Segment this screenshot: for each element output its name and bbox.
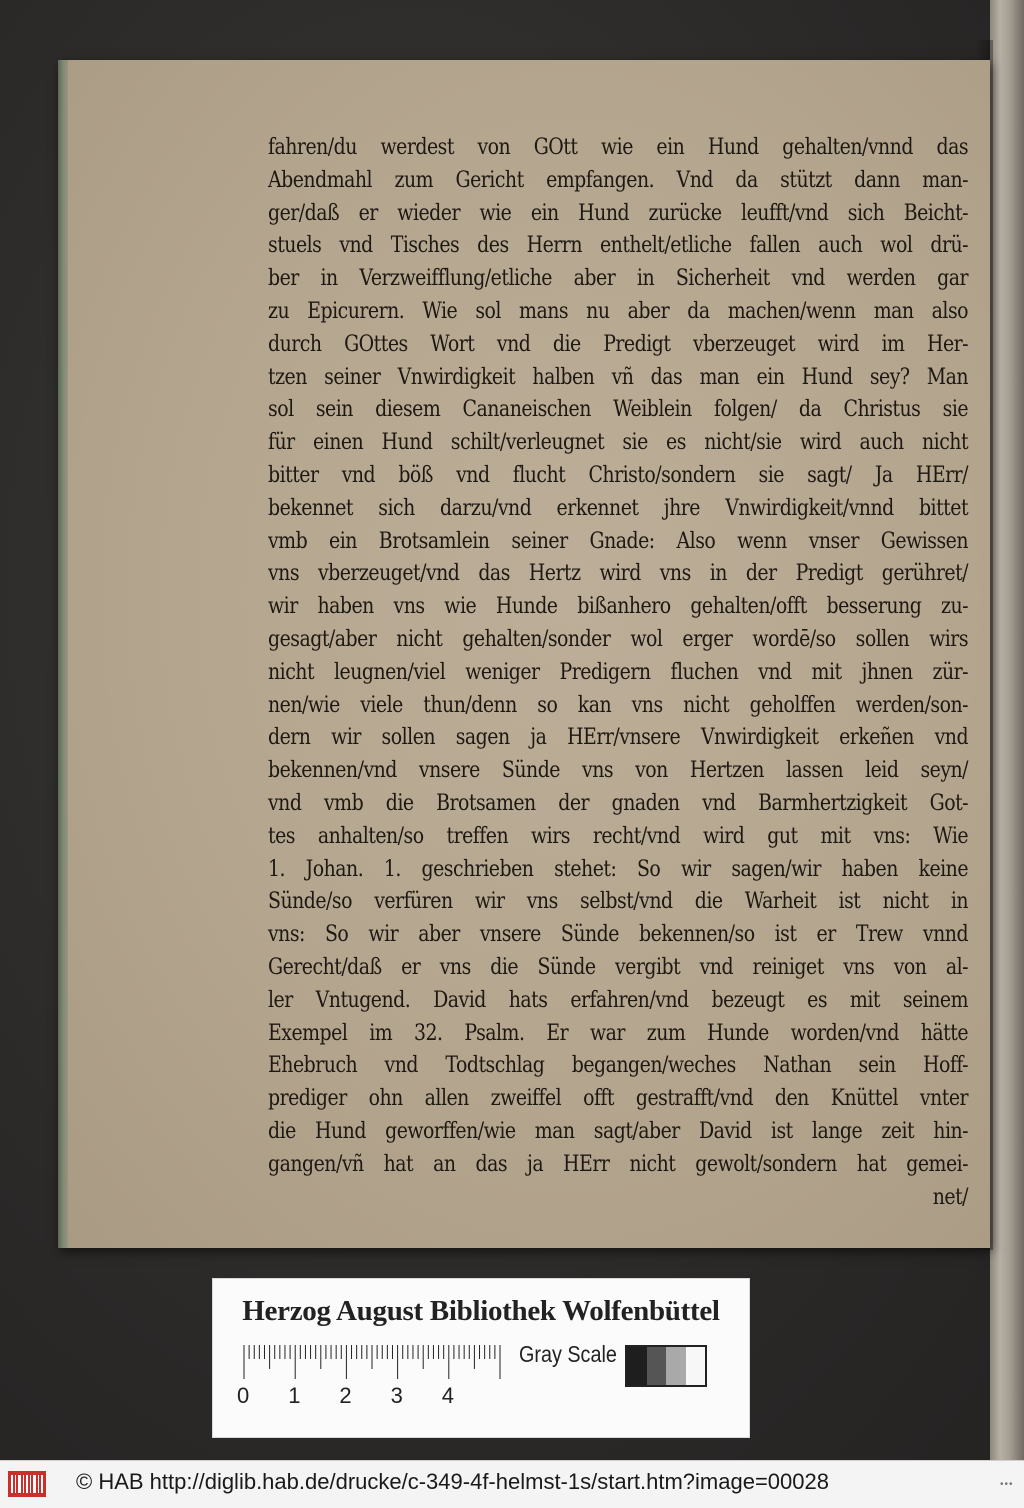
text-line: zu Epicurern. Wie sol mans nu aber da machen/wenn man also (268, 298, 969, 324)
text-line: ler Vntugend. David hats erfahren/vnd bezeugt es mit seinem (268, 987, 969, 1013)
text-line: ger/daß er wieder wie ein Hund zurücke leufft/vnd sich Beicht- (268, 200, 969, 226)
catchword: net/ (932, 1184, 969, 1210)
text-line: nicht leugnen/viel weniger Predigern fluchen vnd mit jhnen zür- (268, 659, 969, 685)
hab-scale-card (212, 1278, 750, 1438)
text-line: fahren/du werdest von GOtt wie ein Hund gehalten/vnnd das (268, 135, 969, 160)
ruler-number: 3 (390, 1383, 403, 1408)
text-line: ber in Verzweifflung/etliche aber in Sicherheit vnd werden gar (268, 266, 969, 292)
more-options-dots[interactable]: ••• (1000, 1479, 1014, 1490)
text-line: nen/wie viele thun/denn so kan vns nicht geholffen werden/son- (268, 692, 969, 718)
text-line: wir haben vns wie Hunde bißanhero gehalten/offt besserung zu- (268, 594, 969, 620)
gray-patch (627, 1347, 647, 1385)
text-line: gesagt/aber nicht gehalten/sonder wol erger wordē/so sollen wirs (268, 626, 969, 652)
text-line: Abendmahl zum Gericht empfangen. Vnd da stützt dann man- (268, 167, 969, 193)
status-bar (0, 1460, 1024, 1508)
text-line: bekennet sich darzu/vnd erkennet jhre Vnwirdigkeit/vnnd bittet (268, 495, 969, 521)
gray-scale-swatch (625, 1345, 707, 1387)
ruler-number: 0 (237, 1383, 250, 1408)
text-line: tes anhalten/so treffen wirs recht/vnd wird gut mit vns: Wie (268, 823, 969, 849)
text-line: gangen/vñ hat an das ja HErr nicht gewolt/sondern hat gemei- (268, 1151, 969, 1177)
hab-barcode-icon (8, 1471, 46, 1497)
text-line: Gerecht/daß er vns die Sünde vergibt vnd reiniget vns von al- (268, 954, 969, 980)
text-line: bitter vnd böß vnd flucht Christo/sondern sie sagt/ Ja HErr/ (268, 462, 969, 488)
printed-text-block (268, 132, 969, 1214)
gray-scale-label: Gray Scale (519, 1341, 617, 1367)
ruler-scale (243, 1345, 501, 1379)
text-line: Ehebruch vnd Todtschlag begangen/weches Nathan sein Hoff- (268, 1053, 969, 1079)
status-url-text: © HAB http://diglib.hab.de/drucke/c-349-4f-helmst-1s/start.htm?image=00028 (76, 1469, 829, 1494)
text-line: vns vberzeuget/vnd das Hertz wird vns in der Predigt gerühret/ (268, 561, 969, 587)
next-leaf-edge (990, 0, 1024, 1460)
text-line: die Hund geworffen/wie man sagt/aber David ist lange zeit hin- (268, 1118, 969, 1144)
text-line: stuels vnd Tisches des Herrn enthelt/etliche fallen auch wol drü- (268, 233, 969, 259)
text-line: durch GOttes Wort vnd die Predigt vberzeuget wird im Her- (268, 331, 969, 357)
library-name: Herzog August Bibliothek Wolfenbüttel (242, 1295, 720, 1327)
text-line: sol sein diesem Cananeischen Weiblein folgen/ da Christus sie (268, 397, 969, 423)
gray-patch (686, 1347, 706, 1385)
text-line: vmb ein Brotsamlein seiner Gnade: Also wenn vnser Gewissen (268, 528, 969, 554)
page-binding-edge (58, 60, 68, 1248)
ruler-number: 1 (288, 1383, 301, 1408)
text-line: dern wir sollen sagen ja HErr/vnsere Vnwirdigkeit erkeñen vnd (268, 725, 969, 751)
text-line: tzen seiner Vnwirdigkeit halben vñ das man ein Hund sey? Man (268, 364, 969, 390)
text-line: für einen Hund schilt/verleugnet sie es nicht/sie wird auch nicht (268, 430, 969, 456)
text-line: bekennen/vnd vnsere Sünde vns von Hertzen lassen leid seyn/ (268, 758, 969, 784)
text-line: vnd vmb die Brotsamen der gnaden vnd Barmhertzigkeit Got- (268, 790, 969, 816)
text-line: prediger ohn allen zweiffel offt gestrafft/vnd den Knüttel vnter (268, 1086, 969, 1112)
ruler-number: 4 (441, 1383, 455, 1408)
gray-patch (666, 1347, 686, 1385)
gray-patch (647, 1347, 667, 1385)
ruler-numbers (237, 1383, 517, 1413)
text-line: 1. Johan. 1. geschrieben stehet: So wir sagen/wir haben keine (268, 856, 969, 882)
ruler-number: 2 (339, 1383, 352, 1408)
text-line: Sünde/so verfüren wir vns selbst/vnd die Warheit ist nicht in (268, 889, 969, 915)
text-line: vns: So wir aber vnsere Sünde bekennen/so ist er Trew vnnd (268, 922, 969, 948)
text-line: Exempel im 32. Psalm. Er war zum Hunde worden/vnd hätte (268, 1020, 969, 1046)
